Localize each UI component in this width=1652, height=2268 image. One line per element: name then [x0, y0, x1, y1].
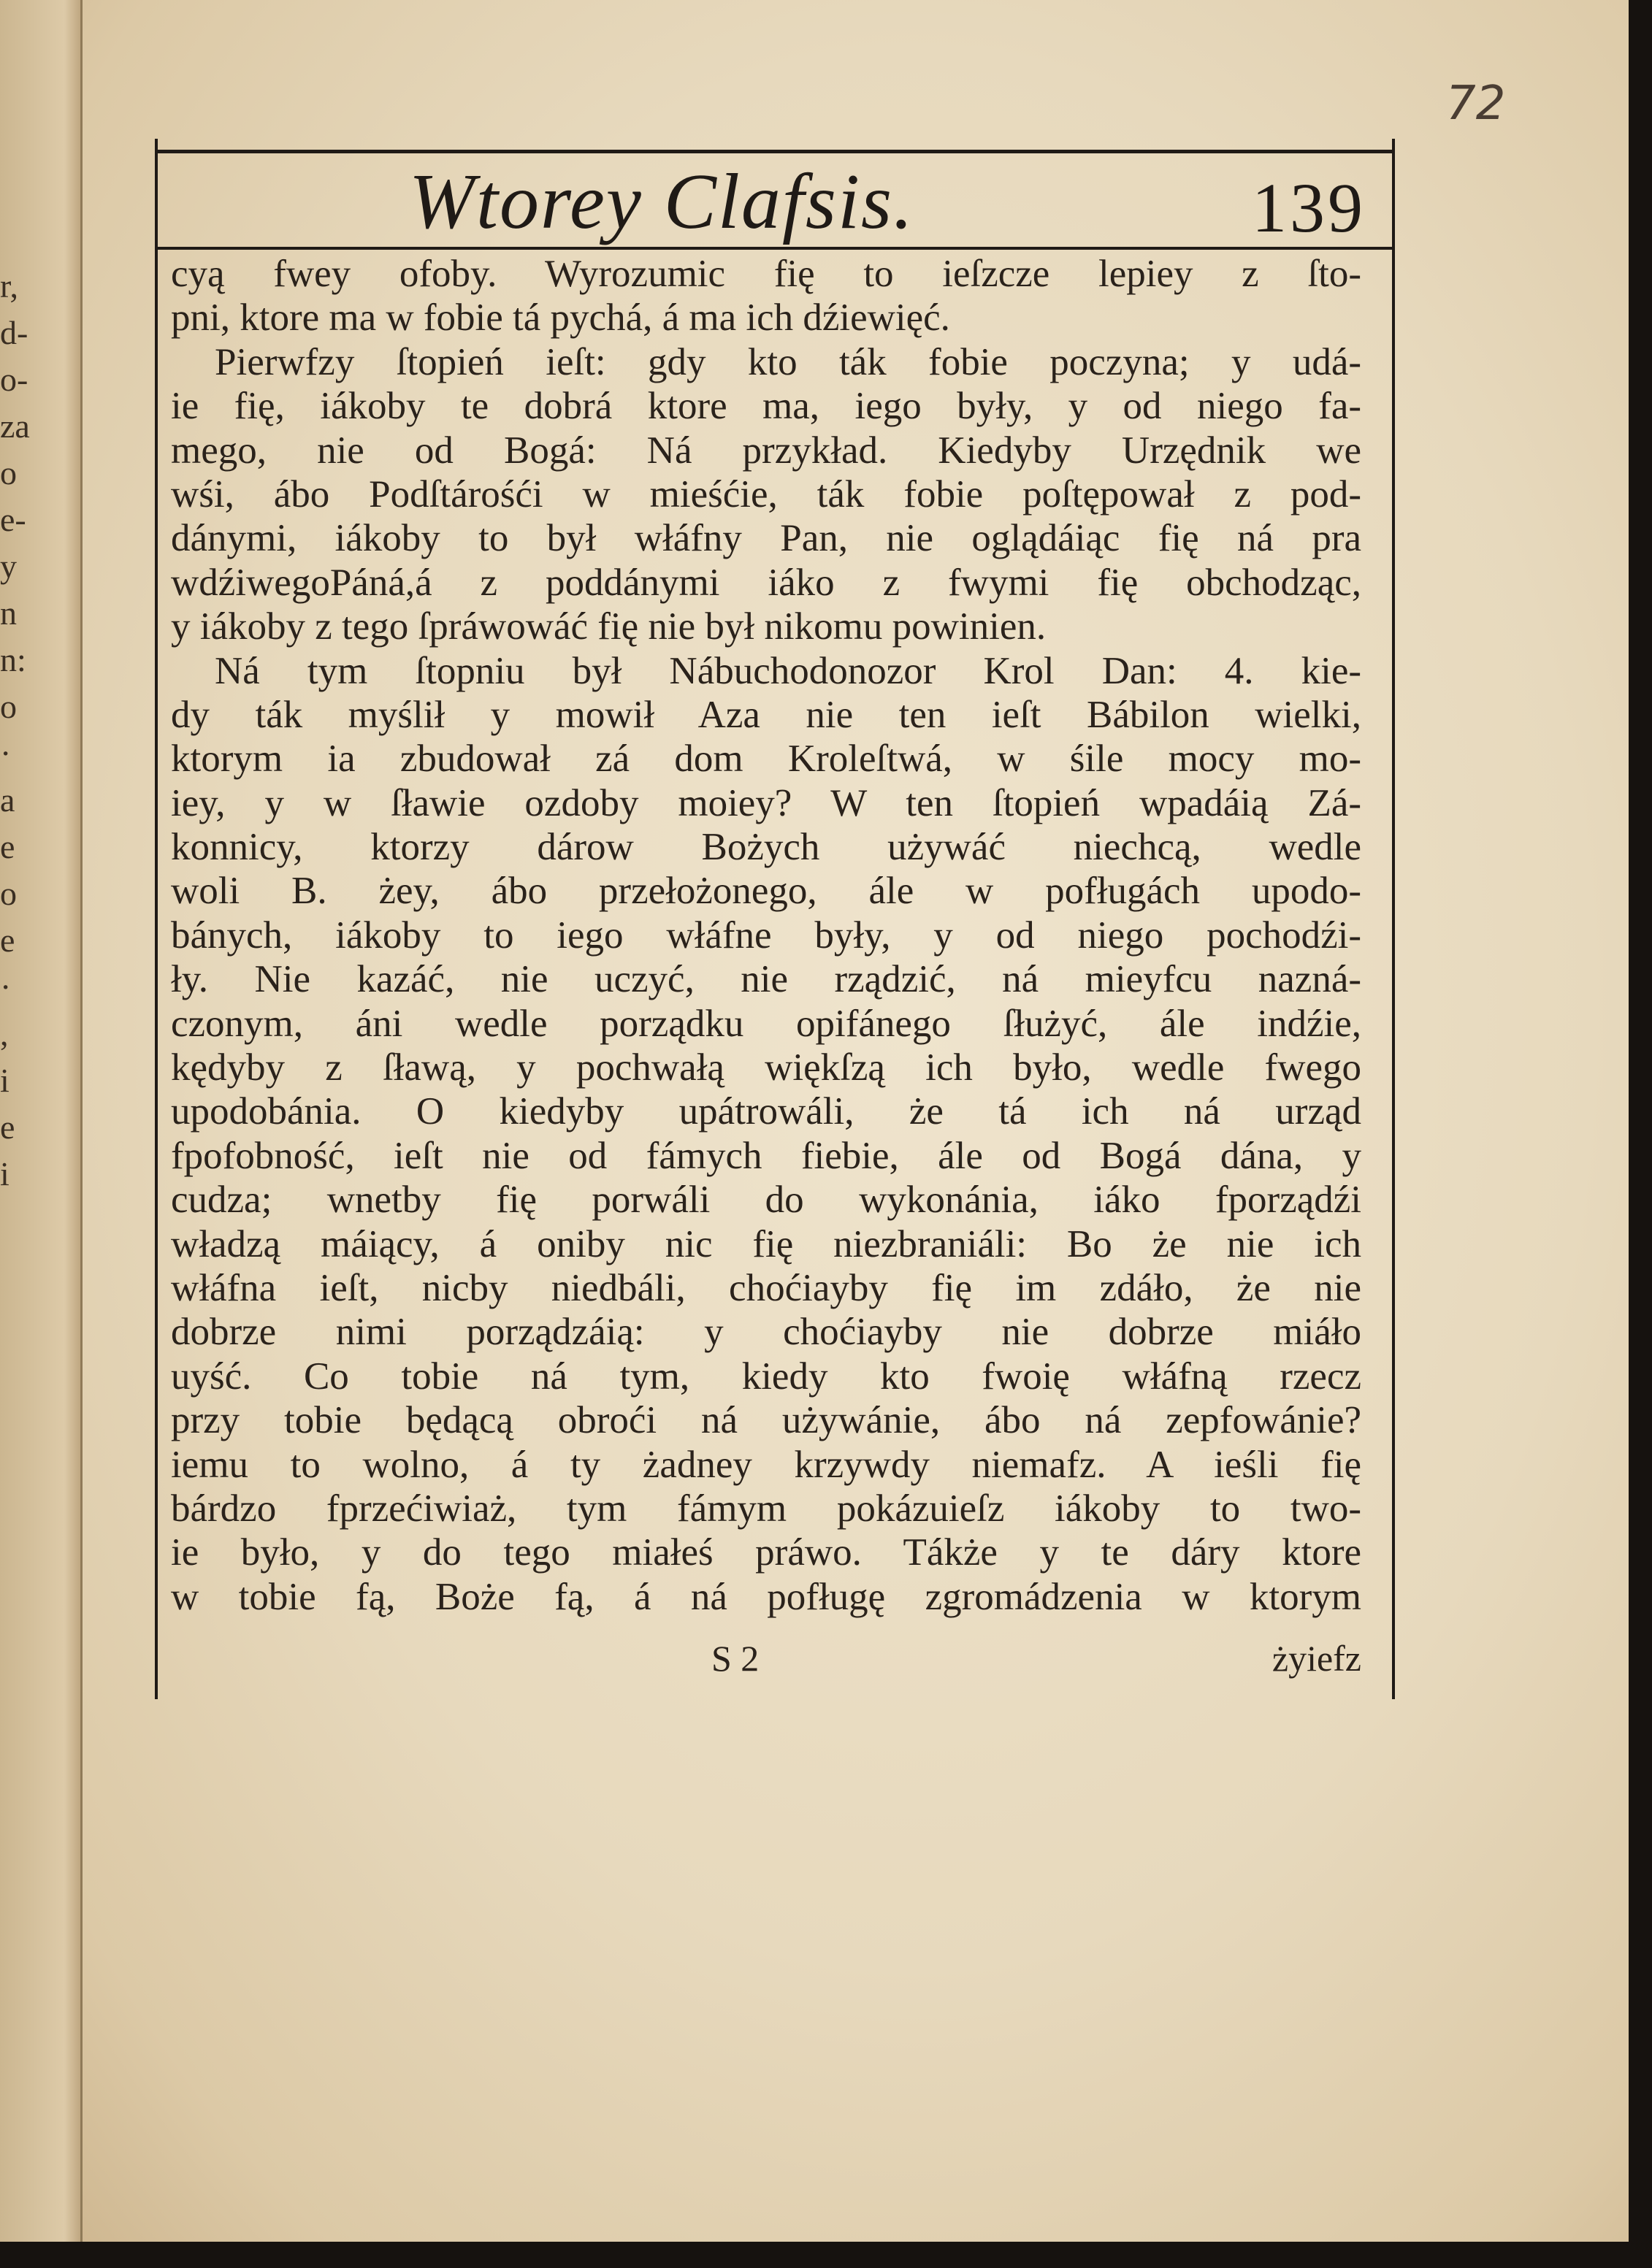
text-line: fpofobność, ieſt nie od fámych fiebie, ále od Bogá dána, y [171, 1134, 1361, 1177]
text-line: Pierwfzy ſtopień ieſt: gdy kto ták fobie poczyna; y udá- [215, 340, 1361, 383]
text-line: ły. Nie kazáć, nie uczyć, nie rządzić, ná mieyfcu nazná- [171, 958, 1361, 1001]
previous-page-fragment: · [0, 968, 12, 1005]
text-line: wśi, ábo Podſtárośći w mieśćie, ták fobie poſtępował z pod- [171, 472, 1361, 516]
text-line: konnicy, ktorzy dárow Bożych używáć niechcą, wedle [171, 826, 1361, 869]
previous-page-fragment: , [0, 1015, 9, 1052]
text-line: w tobie fą, Boże fą, á ná pofługę zgromádzenia w ktorym [171, 1575, 1361, 1618]
text-line: pni, ktore ma w fobie tá pychá, á ma ich dźiewięć. [171, 296, 950, 340]
previous-page-text-fragments [0, 263, 73, 1198]
previous-page-fragment: n [0, 594, 17, 632]
previous-page-fragment: n: [0, 641, 26, 678]
previous-page-fragment: o [0, 688, 17, 725]
previous-page-fragment: e [0, 828, 15, 865]
previous-page-fragment: i [0, 1155, 9, 1192]
previous-page-fragment: e [0, 1108, 15, 1146]
text-line: iey, y w ſławie ozdoby moiey? W ten ſtopień wpadáią Zá- [171, 781, 1361, 824]
header-rule [155, 247, 1395, 250]
previous-page-fragment: o [0, 875, 17, 912]
text-line: iemu to wolno, á ty żadney krzywdy niemafz. A ieśli fię [171, 1443, 1361, 1486]
previous-page-fragment: e- [0, 501, 26, 538]
text-line: cyą fwey ofoby. Wyrozumic fię to ieſzcze lepiey z ſto- [171, 253, 1361, 295]
text-line: dánymi, iákoby to był włáfny Pan, nie oglądáiąc fię ná pra [171, 517, 1361, 560]
page-footer [171, 1637, 1361, 1688]
text-line: dy ták myślił y mowił Aza nie ten ieſt Bábilon wielki, [171, 693, 1361, 736]
text-line: czonym, áni wedle porządku opifánego ſłużyć, ále indźie, [171, 1002, 1361, 1045]
frame-top-rule [155, 150, 1395, 153]
previous-page-fragment: za [0, 407, 30, 445]
text-line: bánych, iákoby to iego włáfne były, y od niego pochodźi- [171, 913, 1361, 957]
printer-signature: S 2 [711, 1638, 760, 1679]
text-line: uyść. Co tobie ná tym, kiedy kto fwoię włáfną rzecz [171, 1355, 1361, 1398]
body-text [171, 252, 1361, 1619]
text-line: cudza; wnetby fię porwáli do wykonánia, iáko fporządźi [171, 1179, 1361, 1222]
running-title: Wtorey Clafsis. [409, 158, 914, 245]
handwritten-folio-number: 72 [1446, 77, 1506, 131]
text-line: Ná tym ſtopniu był Nábuchodonozor Krol Dan: 4. kie- [215, 649, 1361, 692]
text-line: ie było, y do tego miałeś práwo. Tákże y te dáry ktore [171, 1531, 1361, 1574]
page-number: 139 [1252, 169, 1366, 247]
previous-page-fragment: a [0, 781, 15, 819]
text-line: bárdzo fprzećiwiaż, tym fámym pokázuieſz iákoby to two- [171, 1487, 1361, 1530]
previous-page-fragment: o [0, 454, 17, 491]
text-line: woli B. żey, ábo przełożonego, ále w pofługách upodo- [171, 870, 1361, 913]
text-line: y iákoby z tego ſpráwowáć fię nie był nikomu powinien. [171, 605, 1047, 648]
previous-page-edge [0, 0, 83, 2242]
previous-page-fragment: · [0, 735, 12, 772]
previous-page-fragment: r, [0, 267, 18, 304]
text-line: władzą máiący, á oniby nic fię niezbraniáli: Bo że nie ich [171, 1222, 1361, 1265]
previous-page-fragment: o- [0, 361, 28, 398]
previous-page-fragment: i [0, 1062, 9, 1099]
text-line: kędyby z ſławą, y pochwałą więkſzą ich było, wedle fwego [171, 1046, 1361, 1089]
previous-page-fragment: y [0, 548, 17, 585]
text-line: dobrze nimi porządzáią: y choćiayby nie dobrze miáło [171, 1311, 1361, 1354]
text-line: wdźiwegoPáná,á z poddánymi iáko z fwymi fię obchodząc, [171, 561, 1361, 604]
catchword: żyiefz [1271, 1638, 1361, 1679]
previous-page-fragment: e [0, 922, 15, 959]
previous-page-fragment: d- [0, 314, 28, 351]
page-header [161, 157, 1366, 245]
text-line: upodobánia. O kiedyby upátrowáli, że tá ich ná urząd [171, 1090, 1361, 1133]
text-line: ie fię, iákoby te dobrá ktore ma, iego były, y od niego fa- [171, 385, 1361, 428]
text-line: włáfna ieſt, nicby niedbáli, choćiayby fię im zdáło, że nie [171, 1266, 1361, 1309]
text-line: mego, nie od Bogá: Ná przykład. Kiedyby Urzędnik we [171, 429, 1361, 472]
text-line: przy tobie będącą obroći ná używánie, ábo ná zepfowánie? [171, 1399, 1361, 1442]
text-line: ktorym ia zbudował zá dom Kroleſtwá, w śile mocy mo- [171, 738, 1361, 781]
